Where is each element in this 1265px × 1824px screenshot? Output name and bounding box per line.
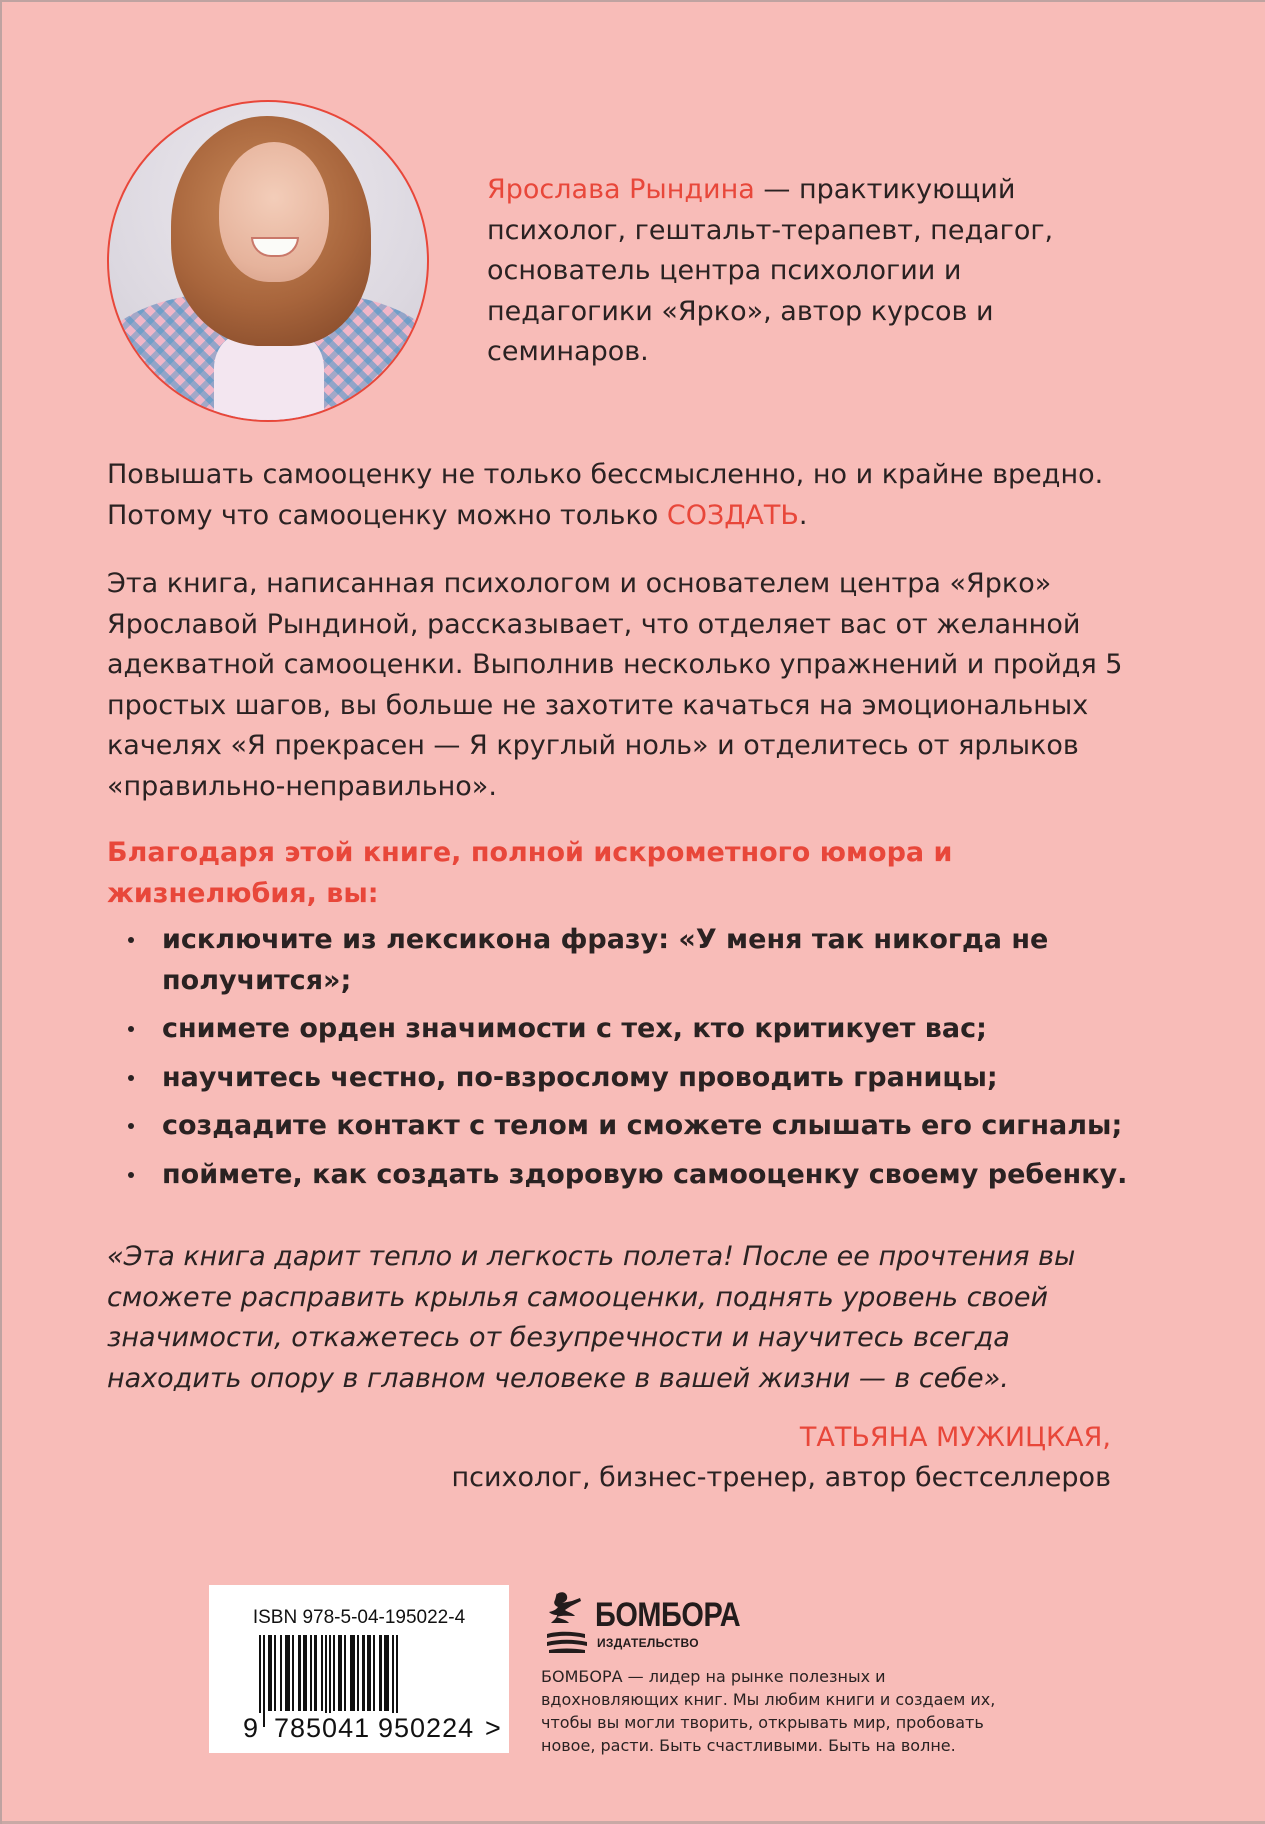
list-item: [128, 1009, 1128, 1050]
list-item: [128, 1058, 1128, 1099]
author-bio: [487, 170, 1107, 373]
publisher-name: БОМБОРА: [595, 1596, 741, 1634]
author-bio-text: — практикующий психолог, гештальт-терапевт, педагог, основатель центра психологии и педагогики «Ярко», автор курсов и семинаров.: [487, 174, 1054, 367]
benefits-heading: Благодаря этой книге, полной искрометного юмора и жизнелюбия, вы:: [107, 837, 953, 909]
bullet-icon: [128, 937, 134, 943]
intro-emphasis: СОЗДАТЬ: [666, 499, 799, 531]
list-item-text: поймете, как создать здоровую самооценку своему ребенку.: [162, 1158, 1128, 1190]
testimonial-role: психолог, бизнес-тренер, автор бестселлеров: [451, 1462, 1111, 1493]
testimonial-quote: «Эта книга дарит тепло и легкость полета! После ее прочтения вы сможете расправить крылья самооценки, поднять уровень своей значимости, откажетесь от безупречности и научитесь всегда находить опору в главном человеке в вашей жизни — в себе».: [107, 1241, 1076, 1394]
isbn-digit-first: 9: [243, 1713, 260, 1743]
bullet-icon: [128, 1026, 134, 1032]
list-item: [128, 920, 1128, 1001]
list-item-text: создадите контакт с телом и сможете слышать его сигналы;: [162, 1110, 1123, 1141]
isbn-digits-left: 785041: [274, 1713, 371, 1743]
isbn-arrow: >: [485, 1713, 502, 1743]
bullet-icon: [128, 1123, 134, 1129]
benefits-list: [128, 920, 1128, 1203]
intro-text: Повышать самооценку не только бессмысленно, но и крайне вредно. Потому что самооценку можно только: [107, 459, 1104, 531]
surfer-logo-icon: [543, 1590, 593, 1654]
intro-end: .: [798, 499, 808, 531]
author-name: Ярослава Рындина: [487, 174, 755, 205]
list-item-text: снимете орден значимости с тех, кто критикует вас;: [162, 1013, 987, 1044]
isbn-digits-right: 950224: [378, 1713, 475, 1743]
publisher-logo: [543, 1590, 743, 1654]
testimonial-author: ТАТЬЯНА МУЖИЦКАЯ,: [799, 1422, 1111, 1453]
isbn-barcode-box: [209, 1585, 509, 1753]
author-photo: [107, 100, 429, 422]
list-item-text: научитесь честно, по-взрослому проводить границы;: [162, 1061, 998, 1093]
list-item: [128, 1106, 1128, 1147]
publisher-subtitle: ИЗДАТЕЛЬСТВО: [597, 1636, 699, 1650]
intro-paragraph: [107, 455, 1127, 536]
list-item: [128, 1155, 1128, 1196]
description-paragraph: Эта книга, написанная психологом и основателем центра «Ярко» Ярославой Рындиной, рассказывает, что отделяет вас от желанной адекватной самооценки. Выполнив несколько упражнений и пройдя 5 простых шагов, вы больше не захотите качаться на эмоциональных качелях «Я прекрасен — Я круглый ноль» и отделитесь от ярлыков «правильно-неправильно».: [107, 568, 1123, 802]
photo-face: [219, 142, 329, 282]
list-item-text: исключите из лексикона фразу: «У меня так никогда не получится»;: [162, 924, 1049, 996]
publisher-description: БОМБОРА — лидер на рынке полезных и вдохновляющих книг. Мы любим книги и создаем их, чтобы вы могли творить, открывать мир, пробовать новое, расти. Быть счастливыми. Быть на волне.: [541, 1667, 996, 1755]
isbn-label: ISBN 978-5-04-195022-4: [252, 1607, 466, 1628]
bullet-icon: [128, 1075, 134, 1081]
bullet-icon: [128, 1172, 134, 1178]
